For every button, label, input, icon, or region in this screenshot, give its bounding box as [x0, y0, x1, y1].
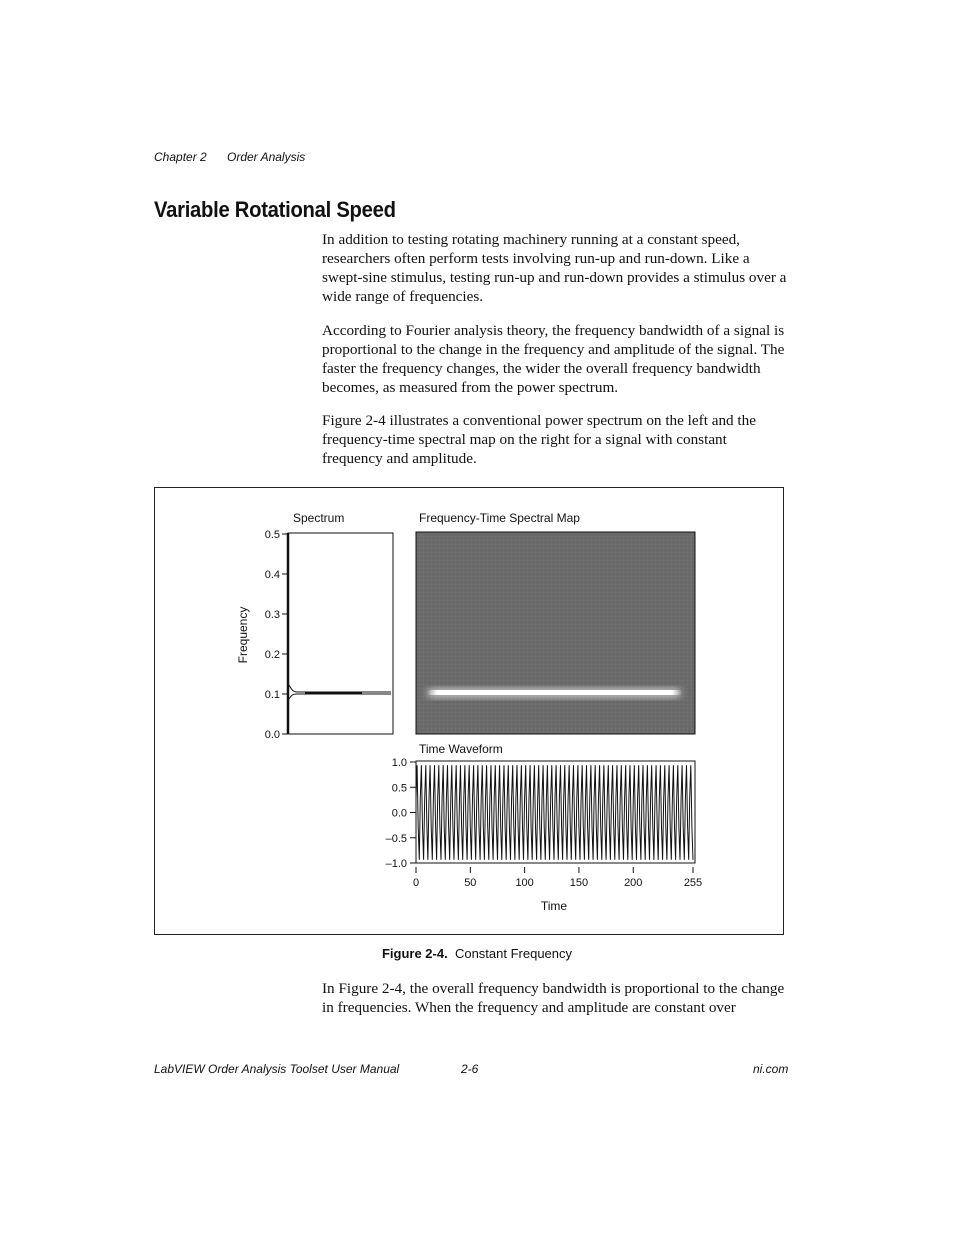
spectrum-y-tick-label: 0.0 — [264, 729, 280, 741]
spectral-map-title: Frequency-Time Spectral Map — [419, 511, 580, 525]
spectrum-title: Spectrum — [293, 511, 345, 525]
paragraph-3: Figure 2-4 illustrates a conventional power spectrum on the left and the frequency-time spectral map on the right for a signal with constant frequency and amplitude. — [322, 412, 756, 467]
spectral-map-area — [416, 532, 695, 734]
waveform-y-tick-label: 0.0 — [391, 807, 407, 820]
spectrum-plot-area — [288, 533, 393, 734]
footer-page-number: 2-6 — [461, 1062, 479, 1076]
figure-svg — [155, 488, 785, 936]
running-header-section: Order Analysis — [227, 150, 306, 164]
spectral-map-band — [427, 690, 682, 695]
waveform-y-tick-label: 0.5 — [391, 782, 407, 795]
waveform-x-ticks — [413, 867, 702, 889]
paragraph-1: In addition to testing rotating machinery running at a constant speed, researchers often perform tests involving run-up and run-down. Like a swept-sine stimulus, testing run-up and run-down provides a stimulus over a wide range of frequencies. — [322, 231, 787, 305]
figure-frame — [154, 487, 784, 935]
spectrum-y-label: Frequency — [236, 606, 250, 664]
figure-number: Figure 2-4. — [381, 946, 448, 961]
footer-manual-title: LabVIEW Order Analysis Toolset User Manual — [154, 1062, 400, 1076]
waveform-y-tick-label: –0.5 — [385, 832, 407, 845]
waveform-y-tick-label: –1.0 — [385, 858, 407, 870]
waveform-x-tick-label: 100 — [515, 877, 534, 889]
waveform-title: Time Waveform — [419, 742, 503, 756]
waveform-x-tick-label: 150 — [569, 877, 589, 889]
footer-site: ni.com — [753, 1062, 789, 1076]
paragraph-2: According to Fourier analysis theory, the frequency bandwidth of a signal is proportional to the change in the frequency and amplitude of the signal. The faster the frequency changes, the wider the overall frequency bandwidth becomes, as measured from the power spectrum. — [322, 322, 785, 396]
waveform-x-label: Time — [540, 899, 568, 913]
spectrum-y-tick-label: 0.5 — [264, 529, 280, 541]
spectrum-y-ticks — [265, 529, 288, 741]
paragraph-4: In Figure 2-4, the overall frequency bandwidth is proportional to the change in frequencies. When the frequency and amplitude are constant over — [322, 980, 785, 1016]
spectrum-y-tick-label: 0.4 — [264, 569, 280, 581]
figure-caption-text: Constant Frequency — [454, 946, 573, 961]
waveform-x-tick-label: 50 — [464, 877, 477, 889]
waveform-y-ticks — [386, 757, 416, 870]
waveform-x-tick-label: 200 — [624, 877, 643, 889]
figure-caption — [0, 946, 954, 961]
spectrum-y-tick-label: 0.2 — [264, 649, 280, 661]
section-title: Variable Rotational Speed — [154, 197, 396, 222]
spectrum-y-tick-label: 0.1 — [264, 689, 280, 701]
waveform-x-tick-label: 255 — [683, 877, 703, 889]
spectrum-y-tick-label: 0.3 — [264, 609, 280, 621]
running-header-chapter: Chapter 2 — [154, 150, 207, 164]
waveform-y-tick-label: 1.0 — [391, 757, 407, 769]
waveform-x-tick-label: 0 — [412, 877, 420, 889]
